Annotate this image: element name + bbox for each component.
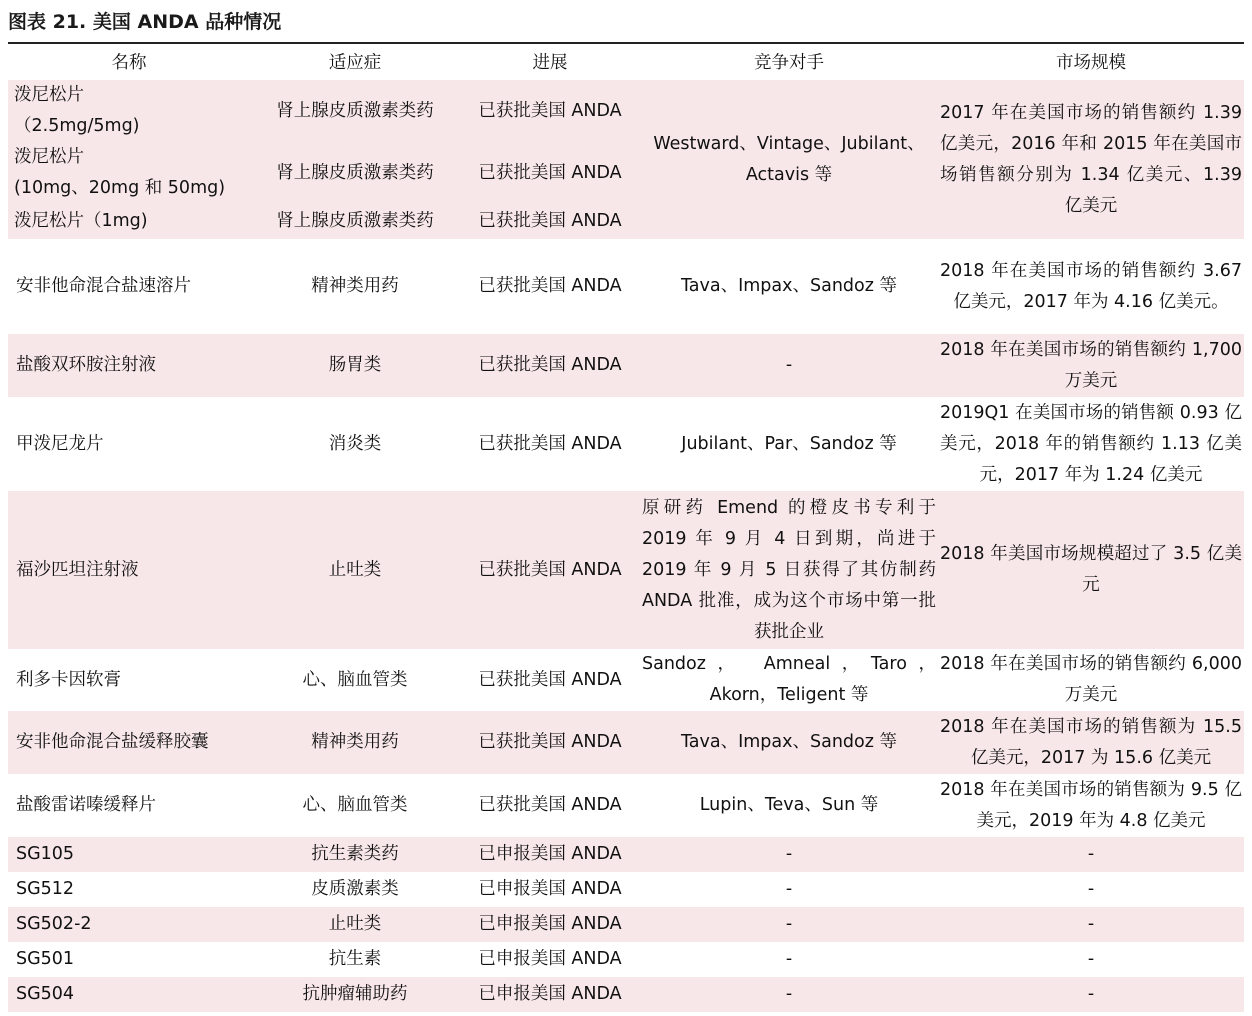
header-progress: 进展 [532,53,568,73]
drug-name-cell: 盐酸双环胺注射液 [8,334,250,397]
progress-cell: 已获批美国 ANDA [460,80,640,142]
indication-cell: 止吐类 [250,491,460,649]
indication-cell: 精神类用药 [250,239,460,334]
progress-cell: 已获批美国 ANDA [460,491,640,649]
progress-cell: 已申报美国 ANDA [460,907,640,942]
indication-cell: 心、脑血管类 [250,649,460,711]
drug-name-cell: 泼尼松片（1mg) [8,204,250,239]
competitors-cell: 原研药 Emend 的橙皮书专利于 2019 年 9 月 4 日到期，尚进于 2019 年 9 月 5 日获得了其仿制药 ANDA 批准，成为这个市场中第一批获批企业 [640,491,938,649]
drug-name-line: 泼尼松片 [14,85,84,105]
drug-name-cell: 安非他命混合盐速溶片 [8,239,250,334]
header-indication: 适应症 [328,53,382,73]
competitors-cell: - [640,977,938,1012]
competitors-cell: Westward、Vintage、Jubilant、Actavis 等 [640,80,938,239]
competitors-cell: Tava、Impax、Sandoz 等 [640,711,938,774]
competitors-cell: - [640,334,938,397]
table-row [8,334,1244,397]
table-row [8,711,1244,774]
progress-cell: 已获批美国 ANDA [460,239,640,334]
drug-name-cell: SG502-2 [8,907,250,942]
market-cell: - [938,837,1244,872]
market-cell: 2019Q1 在美国市场的销售额 0.93 亿美元，2018 年的销售额约 1.13 亿美元，2017 年为 1.24 亿美元 [938,397,1244,491]
competitors-cell: - [640,837,938,872]
table-row [8,977,1244,1012]
drug-name-cell: 安非他命混合盐缓释胶囊 [8,711,250,774]
table-row [8,774,1244,837]
market-cell: - [938,977,1244,1012]
anda-table [8,47,1244,1012]
drug-name-line: （2.5mg/5mg) [14,116,140,136]
competitors-cell: Tava、Impax、Sandoz 等 [640,239,938,334]
drug-name-cell: 甲泼尼龙片 [8,397,250,491]
indication-cell: 抗生素 [250,942,460,977]
table-row [8,942,1244,977]
drug-name-cell: 盐酸雷诺嗪缓释片 [8,774,250,837]
competitors-cell: - [640,872,938,907]
competitors-cell: Sandoz， Amneal，Taro， Akorn，Teligent 等 [640,649,938,711]
progress-cell: 已获批美国 ANDA [460,397,640,491]
progress-cell: 已获批美国 ANDA [460,774,640,837]
indication-cell: 精神类用药 [250,711,460,774]
indication-cell: 肾上腺皮质激素类药 [250,142,460,204]
drug-name-cell: 福沙匹坦注射液 [8,491,250,649]
indication-cell: 止吐类 [250,907,460,942]
table-row [8,837,1244,872]
competitors-cell: - [640,907,938,942]
market-cell: - [938,872,1244,907]
drug-name-cell [8,80,250,142]
progress-cell: 已申报美国 ANDA [460,942,640,977]
drug-name-cell: SG501 [8,942,250,977]
progress-cell: 已获批美国 ANDA [460,142,640,204]
drug-name-line: (10mg、20mg 和 50mg) [14,178,226,198]
progress-cell: 已获批美国 ANDA [460,649,640,711]
header-name: 名称 [111,53,147,73]
progress-cell: 已获批美国 ANDA [460,711,640,774]
table-row [8,80,1244,142]
header-competitors: 竞争对手 [754,53,824,73]
market-cell: 2018 年在美国市场的销售额为 9.5 亿美元，2019 年为 4.8 亿美元 [938,774,1244,837]
competitors-cell: - [640,942,938,977]
progress-cell: 已申报美国 ANDA [460,837,640,872]
indication-cell: 抗肿瘤辅助药 [250,977,460,1012]
market-cell: 2018 年在美国市场的销售额为 15.5 亿美元，2017 为 15.6 亿美元 [938,711,1244,774]
table-row [8,239,1244,334]
drug-name-cell: SG105 [8,837,250,872]
market-cell: - [938,942,1244,977]
indication-cell: 肠胃类 [250,334,460,397]
table-row [8,907,1244,942]
progress-cell: 已获批美国 ANDA [460,204,640,239]
market-cell: 2018 年在美国市场的销售额约 1,700 万美元 [938,334,1244,397]
header-row [8,47,1244,80]
header-market: 市场规模 [1056,53,1126,73]
drug-name-cell: SG512 [8,872,250,907]
competitors-cell: Jubilant、Par、Sandoz 等 [640,397,938,491]
market-cell: 2017 年在美国市场的销售额约 1.39 亿美元，2016 年和 2015 年在美国市场销售额分别为 1.34 亿美元、1.39 亿美元 [938,80,1244,239]
indication-cell: 肾上腺皮质激素类药 [250,80,460,142]
indication-cell: 心、脑血管类 [250,774,460,837]
competitors-cell: Lupin、Teva、Sun 等 [640,774,938,837]
indication-cell: 抗生素类药 [250,837,460,872]
drug-name-line: 泼尼松片 [14,147,84,167]
market-cell: 2018 年美国市场规模超过了 3.5 亿美元 [938,491,1244,649]
market-cell: 2018 年在美国市场的销售额约 6,000 万美元 [938,649,1244,711]
progress-cell: 已获批美国 ANDA [460,334,640,397]
drug-name-cell: 利多卡因软膏 [8,649,250,711]
drug-name-cell: SG504 [8,977,250,1012]
progress-cell: 已申报美国 ANDA [460,872,640,907]
indication-cell: 肾上腺皮质激素类药 [250,204,460,239]
market-cell: 2018 年在美国市场的销售额约 3.67 亿美元，2017 年为 4.16 亿美元。 [938,239,1244,334]
table-row [8,397,1244,491]
market-cell: - [938,907,1244,942]
indication-cell: 皮质激素类 [250,872,460,907]
progress-cell: 已申报美国 ANDA [460,977,640,1012]
table-row [8,872,1244,907]
title-rule [8,42,1244,44]
figure-title: 图表 21. 美国 ANDA 品种情况 [8,11,282,33]
indication-cell: 消炎类 [250,397,460,491]
drug-name-cell [8,142,250,204]
table-row [8,491,1244,649]
table-row [8,649,1244,711]
